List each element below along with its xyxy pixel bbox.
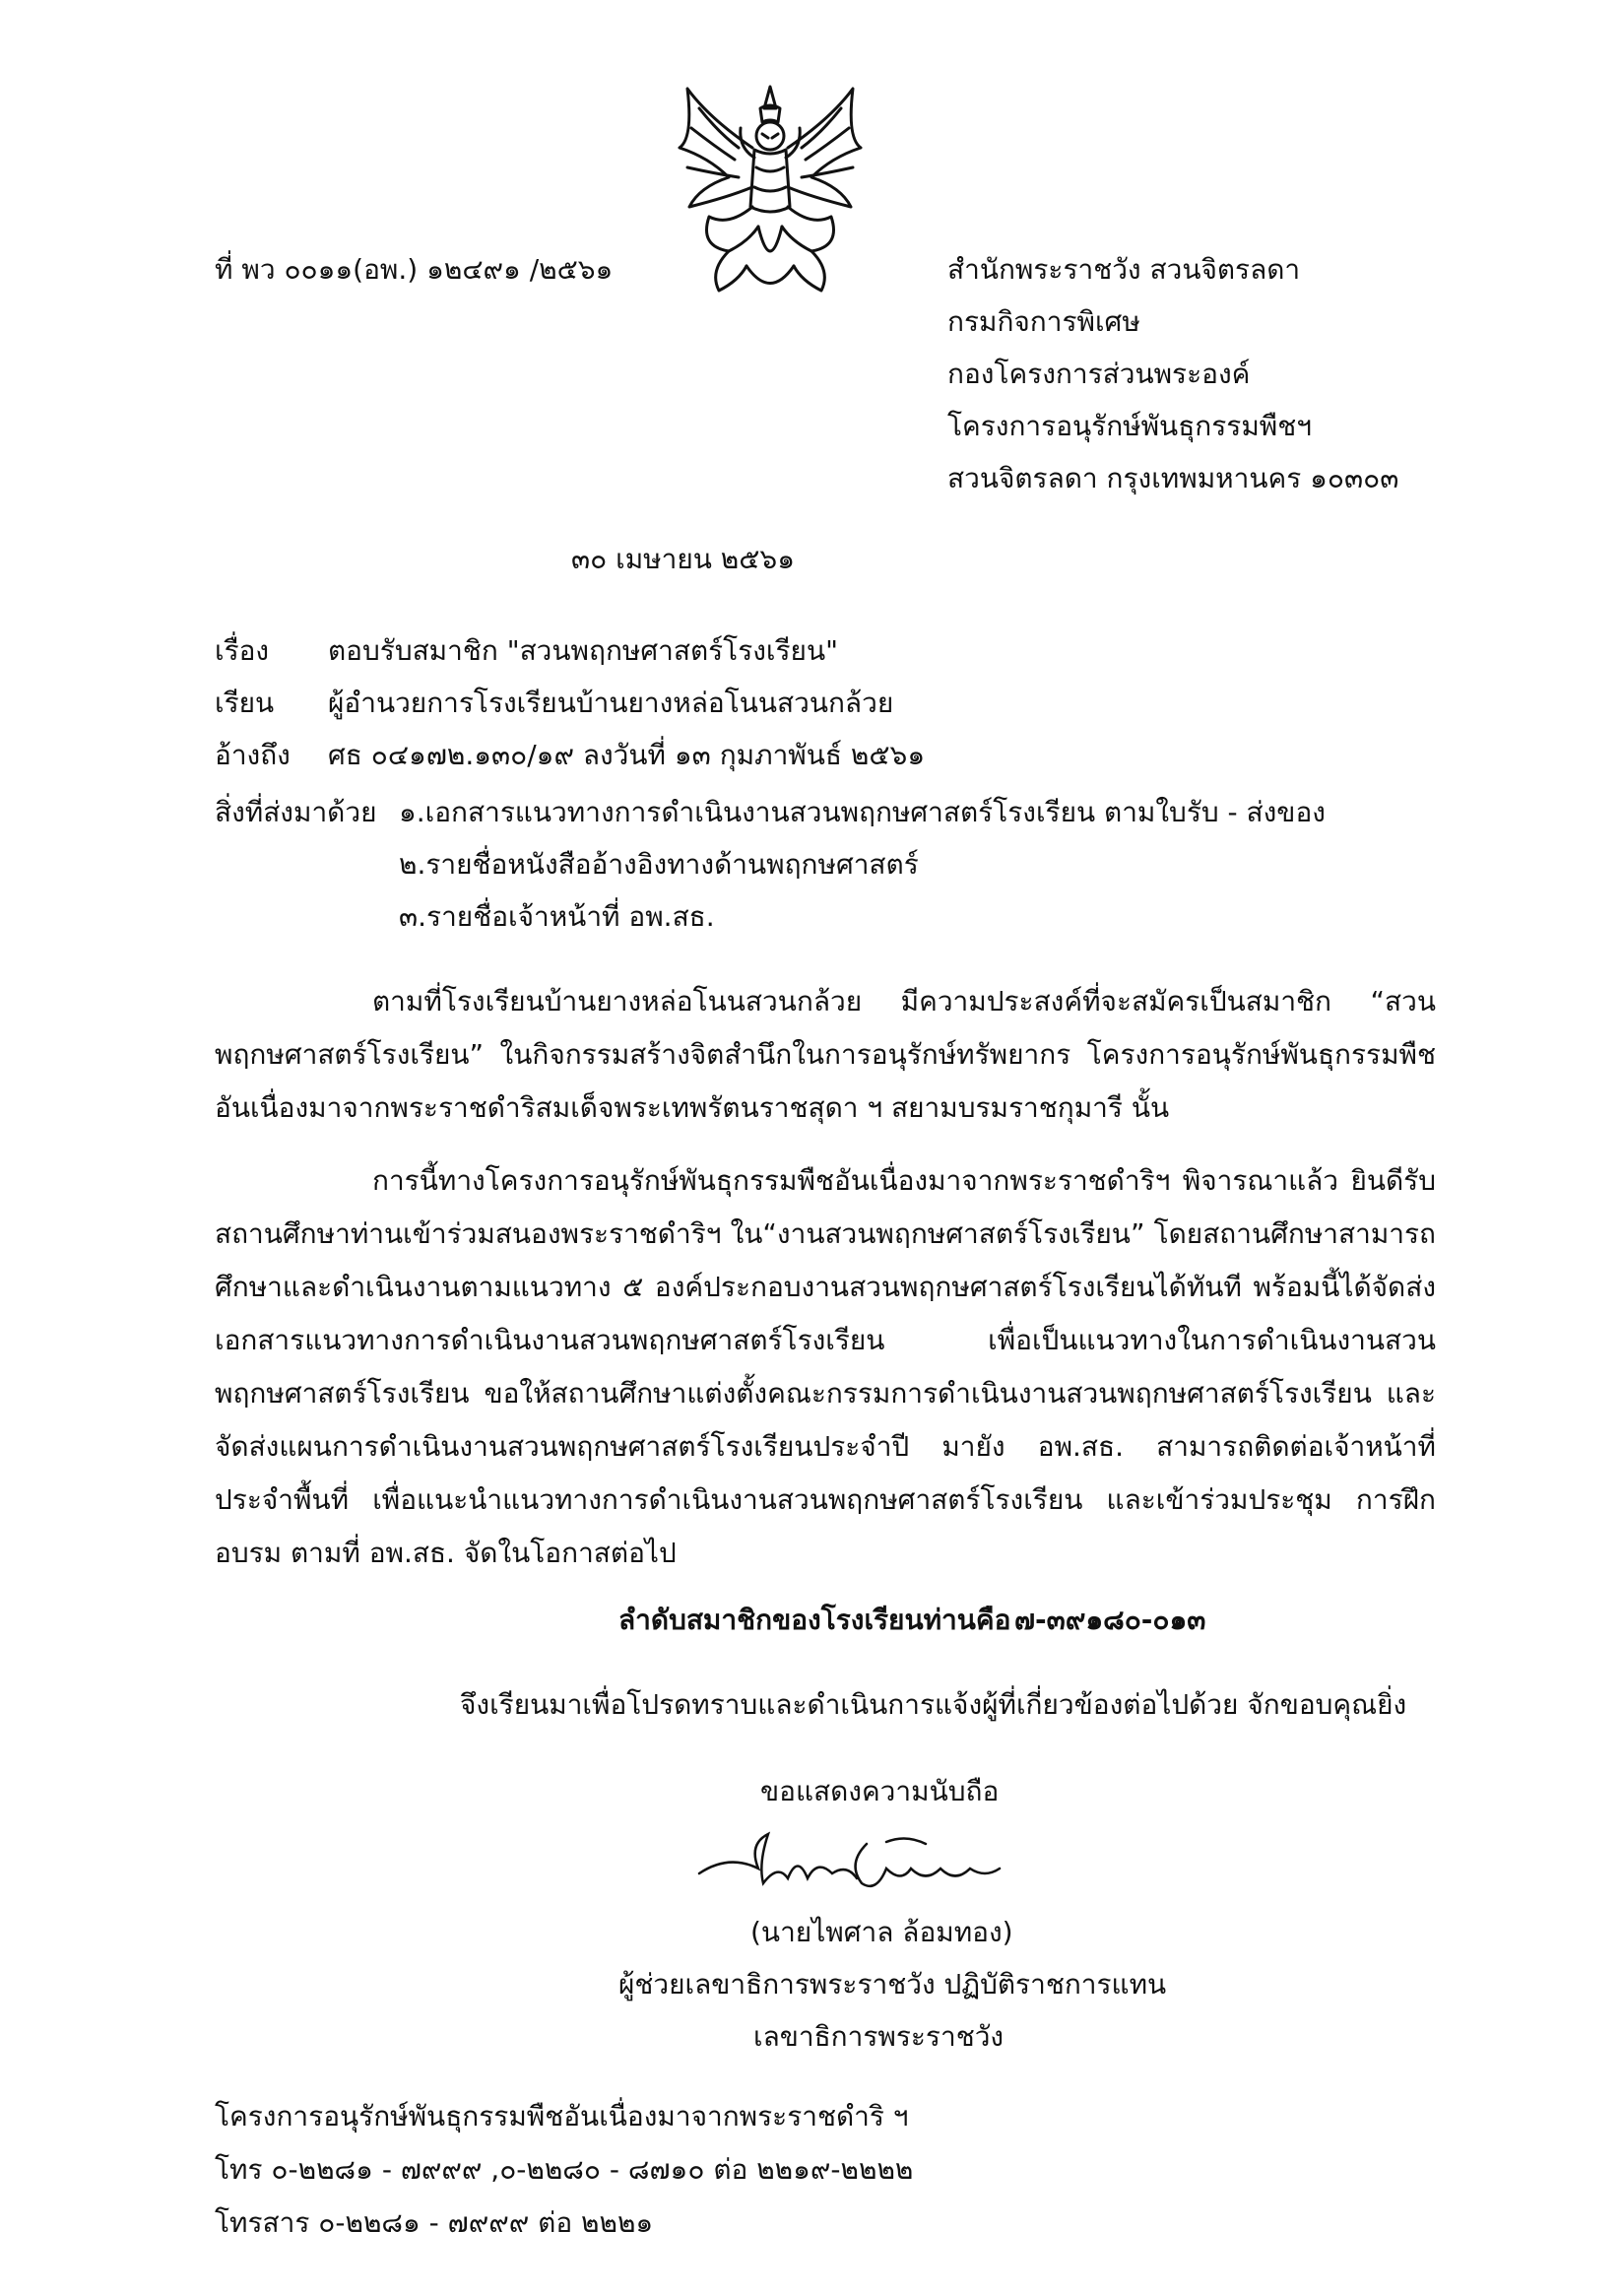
signer-position: เลขาธิการพระราชวัง — [753, 2020, 1005, 2053]
sender-line: โครงการอนุรักษ์พันธุกรรมพืชฯ — [947, 410, 1312, 442]
member-number-label: ลำดับสมาชิกของโรงเรียนท่านคือ — [618, 1604, 1011, 1636]
reference-text: ศธ ๐๔๑๗๒.๑๓๐/๑๙ ลงวันที่ ๑๓ กุมภาพันธ์ ๒๕๖๑ — [328, 739, 926, 771]
sender-line: สำนักพระราชวัง สวนจิตรลดา — [947, 253, 1301, 286]
enclosure-label: สิ่งที่ส่งมาด้วย — [215, 796, 377, 828]
sender-line: กรมกิจการพิเศษ — [947, 305, 1140, 338]
letter-date: ๓๐ เมษายน ๒๕๖๑ — [571, 543, 795, 575]
handwritten-signature — [689, 1824, 1044, 1903]
signer-position: ผู้ช่วยเลขาธิการพระราชวัง ปฏิบัติราชการแทน — [618, 1968, 1167, 2001]
footer-organization: โครงการอนุรักษ์พันธุกรรมพืชอันเนื่องมาจากพระราชดำริ ฯ — [215, 2100, 909, 2132]
recipient-text: ผู้อำนวยการโรงเรียนบ้านยางหล่อโนนสวนกล้วย — [328, 687, 894, 719]
enclosure-item: ๓.รายชื่อเจ้าหน้าที่ อพ.สธ. — [399, 900, 715, 933]
member-number: ๗-๓๙๑๘๐-๐๑๓ — [1014, 1604, 1206, 1636]
reference-label: อ้างถึง — [215, 739, 291, 771]
body-paragraph: การนี้ทางโครงการอนุรักษ์พันธุกรรมพืชอันเนื่องมาจากพระราชดำริฯ พิจารณาแล้ว ยินดีรับสถานศึกษาท่านเข้าร่วมสนองพระราชดำริฯ ใน“งานสวนพฤกษศาสตร์โรงเรียน” โดยสถานศึกษาสามารถศึกษาและดำเนินงานตามแนวทาง ๕ องค์ประกอบงานสวนพฤกษศาสตร์โรงเรียนได้ทันที พร้อมนี้ได้จัดส่งเอกสารแนวทางการดำเนินงานสวนพฤกษศาสตร์โรงเรียน เพื่อเป็นแนวทางในการดำเนินงานสวนพฤกษศาสตร์โรงเรียน ขอให้สถานศึกษาแต่งตั้งคณะกรรมการดำเนินงานสวนพฤกษศาสตร์โรงเรียน และจัดส่งแผนการดำเนินงานสวนพฤกษศาสตร์โรงเรียนประจำปี มายัง อพ.สธ. สามารถติดต่อเจ้าหน้าที่ ประจำพื้นที่ เพื่อแนะนำแนวทางการดำเนินงานสวนพฤกษศาสตร์โรงเรียน และเข้าร่วมประชุม การฝึกอบรม ตามที่ อพ.สธ. จัดในโอกาสต่อไป — [215, 1164, 1436, 1569]
enclosure-item: ๑.เอกสารแนวทางการดำเนินงานสวนพฤกษศาสตร์โรงเรียน ตามใบรับ - ส่งของ — [399, 796, 1326, 828]
footer-phone: โทร ๐-๒๒๘๑ - ๗๙๙๙ ,๐-๒๒๘๐ - ๘๗๑๐ ต่อ ๒๒๑๙-๒๒๒๒ — [215, 2153, 914, 2186]
subject-text: ตอบรับสมาชิก "สวนพฤกษศาสตร์โรงเรียน" — [328, 634, 838, 667]
recipient-label: เรียน — [215, 687, 275, 719]
subject-label: เรื่อง — [215, 634, 270, 667]
reference-number: ที่ พว ๐๐๑๑(อพ.) ๑๒๔๙๑ /๒๕๖๑ — [215, 253, 614, 286]
body-paragraph: ตามที่โรงเรียนบ้านยางหล่อโนนสวนกล้วย มีความประสงค์ที่จะสมัครเป็นสมาชิก “สวนพฤกษศาสตร์โรงเรียน” ในกิจกรรมสร้างจิตสำนึกในการอนุรักษ์ทรัพยากร โครงการอนุรักษ์พันธุกรรมพืชอันเนื่องมาจากพระราชดำริสมเด็จพระเทพรัตนราชสุดา ฯ สยามบรมราชกุมารี นั้น — [215, 985, 1436, 1124]
sender-line: สวนจิตรลดา กรุงเทพมหานคร ๑๐๓๐๓ — [947, 462, 1399, 494]
enclosure-item: ๒.รายชื่อหนังสืออ้างอิงทางด้านพฤกษศาสตร์ — [399, 848, 919, 881]
salutation: ขอแสดงความนับถือ — [760, 1775, 1000, 1807]
footer-fax: โทรสาร ๐-๒๒๘๑ - ๗๙๙๙ ต่อ ๒๒๒๑ — [215, 2206, 654, 2239]
sender-line: กองโครงการส่วนพระองค์ — [947, 358, 1251, 390]
closing-request: จึงเรียนมาเพื่อโปรดทราบและดำเนินการแจ้งผู้ที่เกี่ยวข้องต่อไปด้วย จักขอบคุณยิ่ง — [460, 1688, 1407, 1721]
signer-name: (นายไพศาล ล้อมทอง) — [750, 1916, 1013, 1948]
garuda-emblem-icon — [670, 79, 872, 305]
